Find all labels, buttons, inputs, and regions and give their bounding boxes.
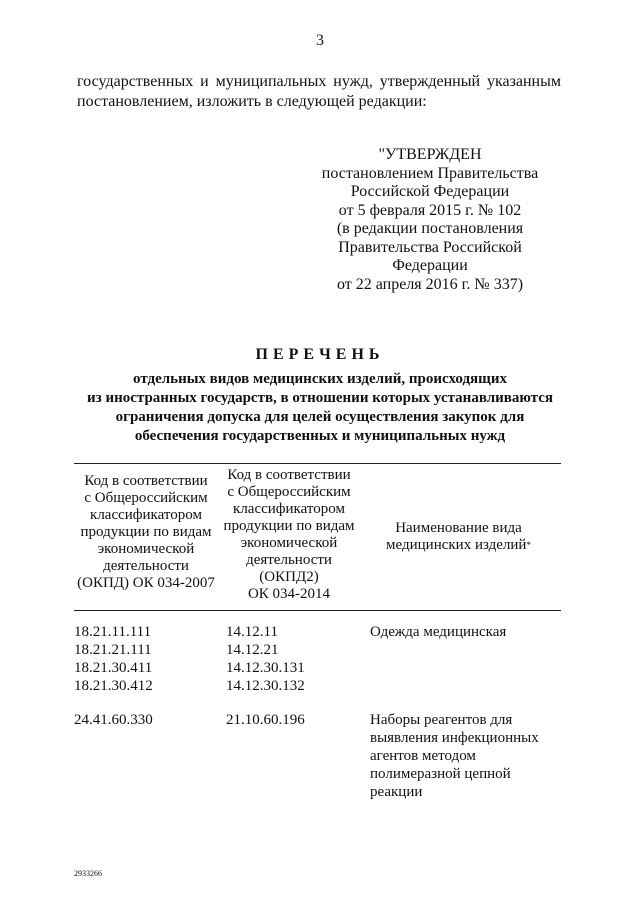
intro-paragraph bbox=[77, 72, 561, 112]
document-id: 2933266 bbox=[74, 869, 102, 878]
device-name: реакции bbox=[370, 784, 423, 800]
device-name: агентов методом bbox=[370, 748, 476, 764]
header-text: Код в соответствии bbox=[84, 473, 208, 489]
code: 14.12.30.131 bbox=[226, 660, 305, 676]
device-name: Одежда медицинская bbox=[370, 624, 507, 640]
code: 14.12.30.132 bbox=[226, 678, 305, 694]
code: 18.21.21.111 bbox=[74, 642, 152, 658]
header-text: классификатором bbox=[233, 501, 345, 517]
header-text bbox=[386, 537, 531, 554]
intro-line-2: постановлением, изложить в следующей редакции: bbox=[77, 93, 427, 110]
header-text: с Общероссийским bbox=[84, 490, 208, 506]
code: 18.21.30.412 bbox=[74, 678, 153, 694]
code: 18.21.30.411 bbox=[74, 660, 153, 676]
cell-device-name bbox=[370, 711, 545, 801]
table-row bbox=[74, 623, 561, 695]
header-text: медицинских изделий bbox=[386, 537, 527, 553]
header-text: с Общероссийским bbox=[227, 484, 351, 500]
approval-line: постановлением Правительства bbox=[321, 164, 539, 182]
cell-okpd bbox=[74, 623, 226, 695]
header-okpd2 bbox=[222, 464, 356, 610]
header-text: продукции по видам bbox=[80, 524, 212, 540]
header-text: (ОКПД) ОК 034-2007 bbox=[77, 575, 215, 591]
cell-okpd2 bbox=[226, 623, 370, 695]
approval-line: от 22 апреля 2016 г. № 337) bbox=[336, 275, 524, 293]
approval-line: (в редакции постановления bbox=[336, 220, 524, 237]
medical-devices-table bbox=[74, 463, 561, 801]
subtitle-line: ограничения допуска для целей осуществления закупок для bbox=[115, 409, 525, 425]
approval-line: Российской Федерации bbox=[350, 183, 510, 200]
header-text: классификатором bbox=[90, 507, 202, 523]
approval-stamp-block bbox=[300, 146, 560, 294]
device-name: полимеразной цепной bbox=[370, 766, 511, 782]
code: 21.10.60.196 bbox=[226, 712, 305, 728]
header-text: продукции по видам bbox=[223, 518, 355, 534]
page-number: 3 bbox=[316, 32, 324, 49]
cell-device-name bbox=[370, 623, 545, 695]
approval-line: Правительства Российской Федерации bbox=[338, 238, 522, 274]
footnote-mark: * bbox=[526, 540, 531, 550]
header-text: экономической bbox=[240, 535, 338, 551]
code: 14.12.21 bbox=[226, 642, 279, 658]
code: 24.41.60.330 bbox=[74, 712, 153, 728]
header-text: деятельности bbox=[246, 552, 332, 568]
code: 18.21.11.111 bbox=[74, 624, 152, 640]
table-header bbox=[74, 463, 561, 611]
code: 14.12.11 bbox=[226, 624, 278, 640]
header-text: (ОКПД2) bbox=[259, 569, 319, 585]
subtitle-line: отдельных видов медицинских изделий, происходящих bbox=[133, 371, 507, 387]
intro-line-1: государственных и муниципальных нужд, утвержденный указанным bbox=[77, 73, 561, 90]
document-subtitle bbox=[60, 370, 580, 446]
header-text: Код в соответствии bbox=[227, 467, 351, 483]
approval-line: от 5 февраля 2015 г. № 102 bbox=[338, 201, 522, 219]
header-device-name bbox=[356, 464, 561, 610]
header-okpd bbox=[74, 464, 218, 610]
device-name: Наборы реагентов для bbox=[370, 712, 513, 728]
cell-okpd2 bbox=[226, 711, 370, 801]
cell-okpd bbox=[74, 711, 226, 801]
table-row bbox=[74, 711, 561, 801]
header-text: Наименование вида bbox=[395, 520, 522, 536]
document-title: ПЕРЕЧЕНЬ bbox=[255, 346, 385, 363]
header-text: ОК 034-2014 bbox=[247, 586, 331, 602]
subtitle-line: обеспечения государственных и муниципальных нужд bbox=[134, 428, 506, 444]
header-text: деятельности bbox=[103, 558, 189, 574]
subtitle-line: из иностранных государств, в отношении которых устанавливаются bbox=[87, 390, 553, 406]
header-text: экономической bbox=[97, 541, 195, 557]
approval-line: "УТВЕРЖДЕН bbox=[378, 146, 482, 163]
device-name: выявления инфекционных bbox=[370, 730, 539, 746]
